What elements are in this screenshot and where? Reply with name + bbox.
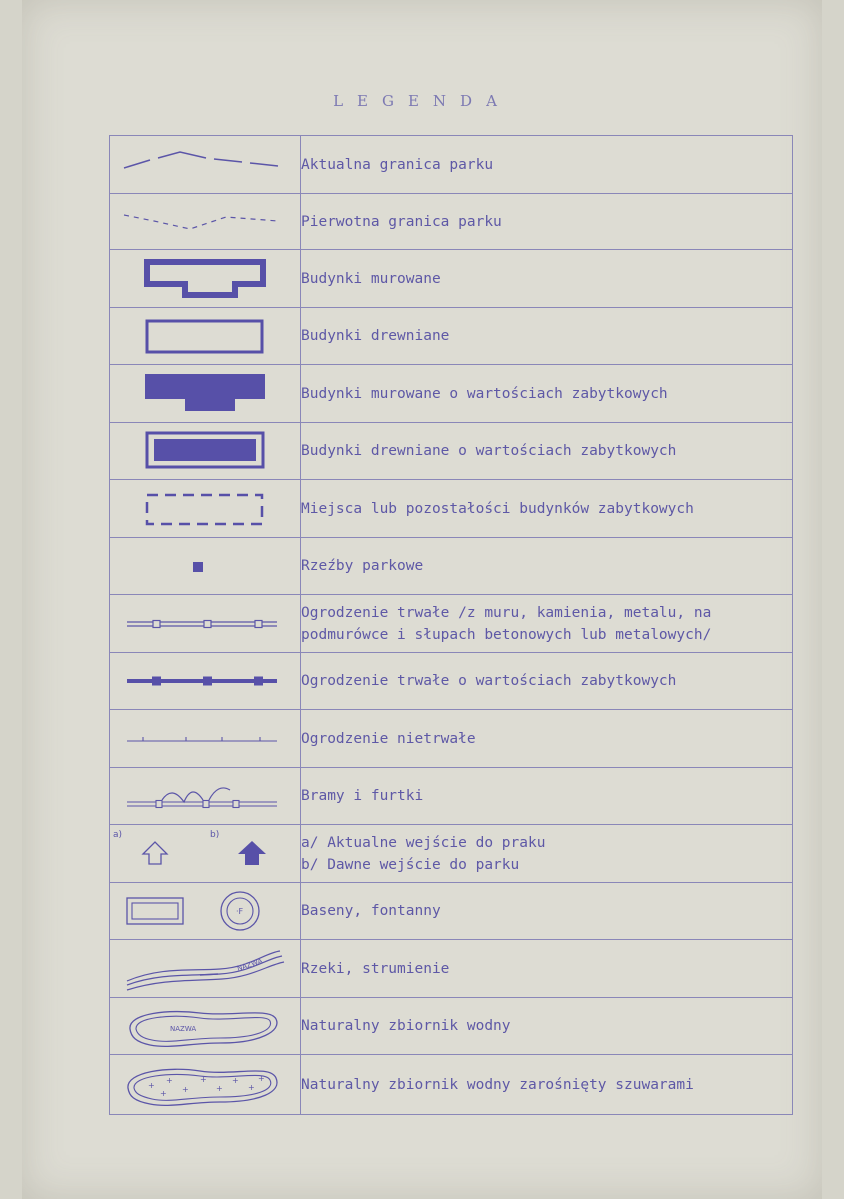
gate-icon [110, 768, 301, 825]
legend-row [110, 710, 793, 768]
masonry-building-filled-icon [110, 365, 301, 423]
symbol-label-a: a) [113, 829, 123, 840]
wooden-building-outline-icon [110, 308, 301, 365]
legend-description: Miejsca lub pozostałości budynków zabytkowych [301, 480, 793, 538]
legend-description: Naturalny zbiornik wodny [301, 998, 793, 1055]
svg-text:+: + [166, 1075, 173, 1085]
legend-row [110, 423, 793, 480]
legend-row [110, 998, 793, 1055]
river-icon [110, 940, 301, 998]
legend-description: Ogrodzenie nietrwałe [301, 710, 793, 768]
river-name-label: NAZWA [236, 956, 264, 973]
svg-text:·F: ·F [236, 906, 244, 916]
legend-row [110, 1055, 793, 1115]
legend-description: Budynki murowane [301, 250, 793, 308]
legend-row [110, 825, 793, 883]
legend-row [110, 653, 793, 710]
svg-text:+: + [182, 1084, 189, 1094]
historic-fence-icon [110, 653, 301, 710]
entrance-arrows-icon [110, 825, 301, 883]
svg-text:+: + [258, 1073, 265, 1083]
symbol-label-b: b) [210, 829, 220, 840]
wooden-building-filled-icon [110, 423, 301, 480]
page-title: LEGENDA [333, 92, 511, 110]
legend-description: a/ Aktualne wejście do praku b/ Dawne wejście do parku [301, 825, 793, 883]
legend-row [110, 136, 793, 194]
legend-table [109, 135, 793, 1115]
legend-description: Ogrodzenie trwałe o wartościach zabytkowych [301, 653, 793, 710]
legend-description: Budynki drewniane [301, 308, 793, 365]
legend-row [110, 365, 793, 423]
pond-name-label: NAZWA [170, 1024, 197, 1033]
svg-text:+: + [200, 1074, 207, 1084]
legend-description: Pierwotna granica parku [301, 194, 793, 250]
legend-row [110, 250, 793, 308]
svg-text:+: + [232, 1075, 239, 1085]
svg-text:+: + [216, 1083, 223, 1093]
legend-row [110, 538, 793, 595]
legend-description: Rzeźby parkowe [301, 538, 793, 595]
legend-row [110, 194, 793, 250]
reedy-pond-icon [110, 1055, 301, 1115]
original-boundary-line-icon [110, 194, 301, 250]
current-boundary-line-icon [110, 136, 301, 194]
svg-text:+: + [160, 1088, 167, 1098]
legend-row [110, 940, 793, 998]
pool-fountain-icon [110, 883, 301, 940]
svg-text:+: + [148, 1080, 155, 1090]
legend-row [110, 480, 793, 538]
svg-text:+: + [248, 1082, 255, 1092]
dashed-building-outline-icon [110, 480, 301, 538]
legend-row [110, 308, 793, 365]
legend-description: Rzeki, strumienie [301, 940, 793, 998]
natural-pond-icon [110, 998, 301, 1055]
legend-description: Baseny, fontanny [301, 883, 793, 940]
legend-description: Aktualna granica parku [301, 136, 793, 194]
legend-row [110, 883, 793, 940]
legend-row [110, 768, 793, 825]
sculpture-square-icon [110, 538, 301, 595]
temporary-fence-icon [110, 710, 301, 768]
legend-description: Budynki drewniane o wartościach zabytkowych [301, 423, 793, 480]
legend-description: Bramy i furtki [301, 768, 793, 825]
masonry-building-outline-icon [110, 250, 301, 308]
legend-description: Budynki murowane o wartościach zabytkowych [301, 365, 793, 423]
legend-row [110, 595, 793, 653]
permanent-fence-icon [110, 595, 301, 653]
legend-description: Ogrodzenie trwałe /z muru, kamienia, metalu, na podmurówce i słupach betonowych lub metalowych/ [301, 595, 793, 653]
legend-description: Naturalny zbiornik wodny zarośnięty szuwarami [301, 1055, 793, 1115]
